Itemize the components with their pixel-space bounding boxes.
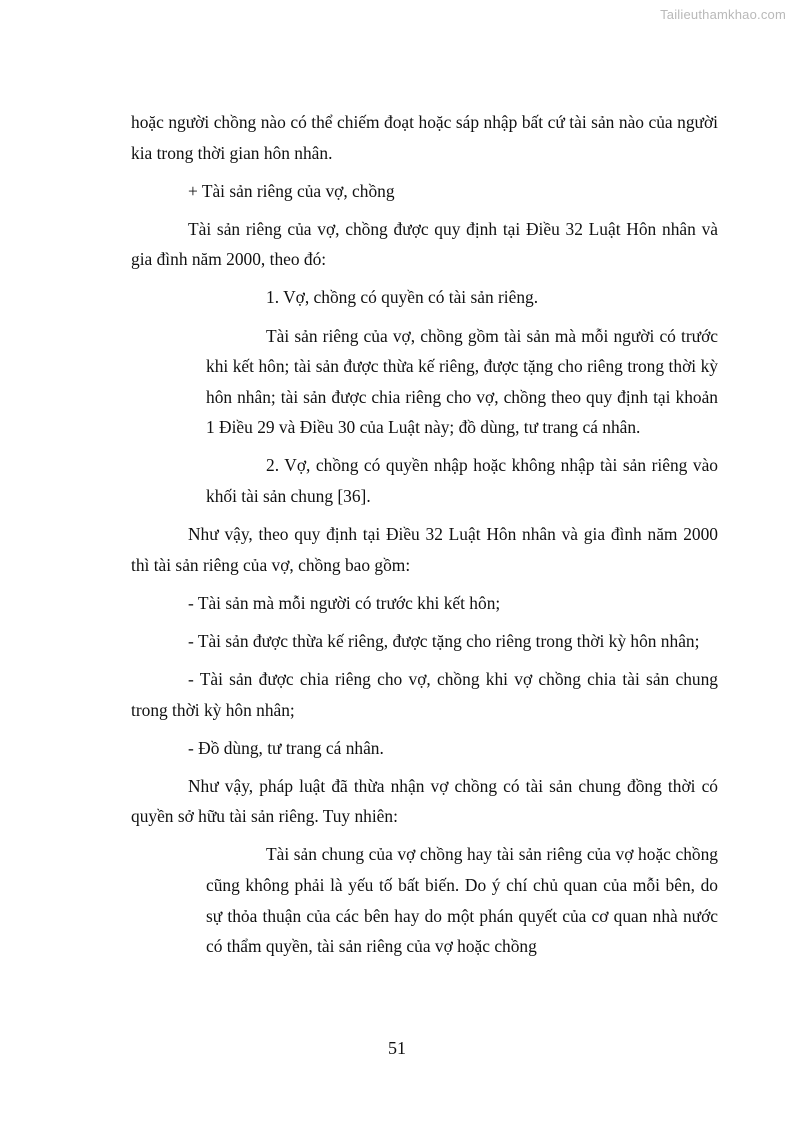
quote-paragraph: 1. Vợ, chồng có quyền có tài sản riêng. — [266, 287, 539, 308]
list-item: - Tài sản được chia riêng cho vợ, chồng khi vợ chồng chia tài sản chung trong thời kỳ hôn nhân; — [131, 669, 718, 720]
list-item: - Tài sản mà mỗi người có trước khi kết hôn; — [188, 592, 501, 613]
list-item: - Tài sản được thừa kế riêng, được tặng cho riêng trong thời kỳ hôn nhân; — [188, 630, 700, 651]
section-heading-private-property: + Tài sản riêng của vợ, chồng — [188, 180, 395, 201]
watermark: Tailieuthamkhao.com — [660, 7, 786, 22]
document-body — [131, 107, 718, 962]
paragraph: Như vậy, pháp luật đã thừa nhận vợ chồng có tài sản chung đồng thời có quyền sở hữu tài sản riêng. Tuy nhiên: — [131, 775, 718, 827]
paragraph: Tài sản riêng của vợ, chồng được quy định tại Điều 32 Luật Hôn nhân và gia đình năm 2000, theo đó: — [131, 218, 718, 270]
paragraph: Như vậy, theo quy định tại Điều 32 Luật Hôn nhân và gia đình năm 2000 thì tài sản riêng của vợ, chồng bao gồm: — [131, 524, 718, 575]
quote-paragraph: 2. Vợ, chồng có quyền nhập hoặc không nhập tài sản riêng vào khối tài sản chung [36]. — [206, 455, 718, 507]
quote-paragraph: Tài sản riêng của vợ, chồng gồm tài sản mà mỗi người có trước khi kết hôn; tài sản được thừa kế riêng, được tặng cho riêng trong thời kỳ hôn nhân; tài sản được chia riêng cho vợ, chồng theo quy định tại khoản 1 Điều 29 và Điều 30 của Luật này; đồ dùng, tư trang cá nhân. — [206, 325, 718, 438]
quote-paragraph: Tài sản chung của vợ chồng hay tài sản riêng của vợ hoặc chồng cũng không phải là yếu tố bất biến. Do ý chí chủ quan của mỗi bên, do sự thỏa thuận của các bên hay do một phán quyết của cơ quan nhà nước có thẩm quyền, tài sản riêng của vợ hoặc chồng — [206, 844, 718, 957]
page-number: 51 — [388, 1038, 406, 1058]
paragraph-continuation: hoặc người chồng nào có thể chiếm đoạt hoặc sáp nhập bất cứ tài sản nào của người kia trong thời gian hôn nhân. — [131, 112, 718, 163]
list-item: - Đồ dùng, tư trang cá nhân. — [188, 737, 384, 758]
